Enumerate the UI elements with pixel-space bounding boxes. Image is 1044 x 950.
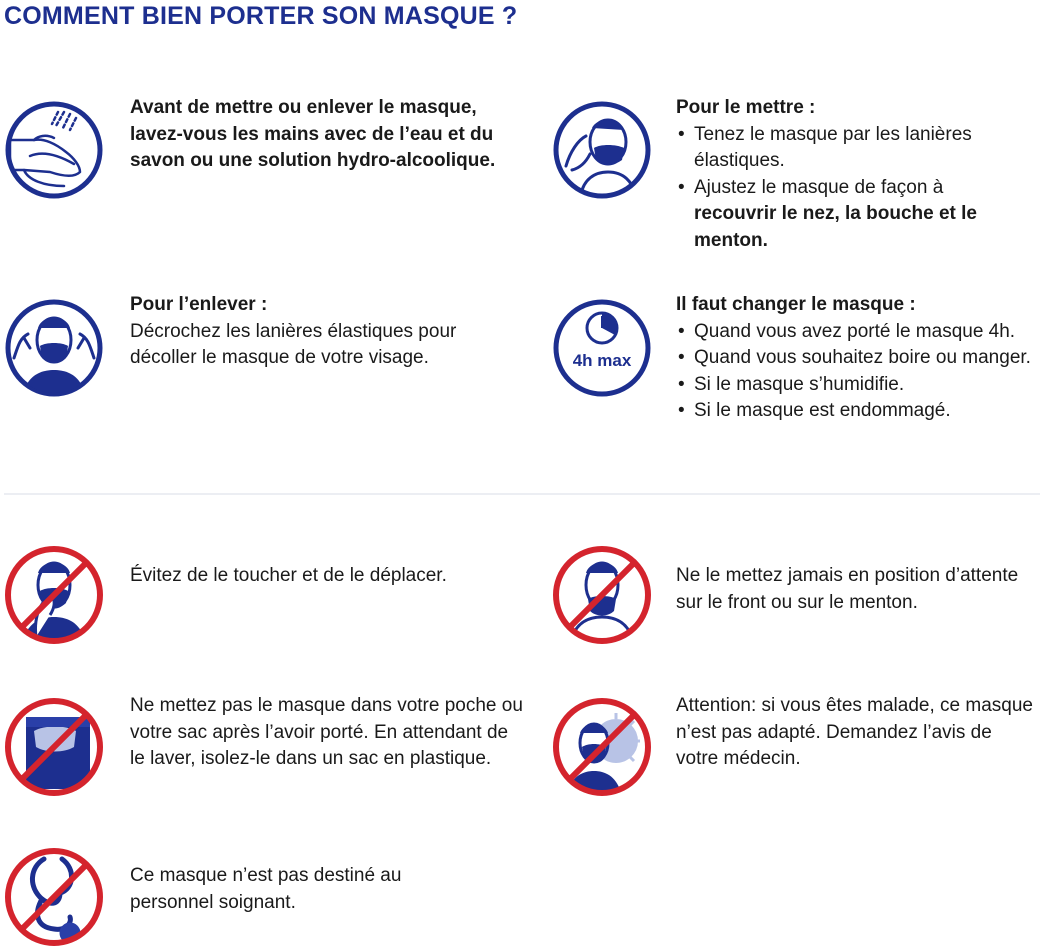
put-on-heading: Pour le mettre : xyxy=(676,97,816,118)
list-item: • Si le masque s’humidifie. xyxy=(676,372,1038,399)
stethoscope-forbidden-icon xyxy=(4,847,104,947)
no-pocket-text: Ne mettez pas le masque dans votre poche ou votre sac après l’avoir porté. En attendant de le laver, isolez-le dans un sac en plastique. xyxy=(130,695,523,769)
list-item xyxy=(676,175,1026,255)
change-block xyxy=(676,292,1038,425)
section-divider xyxy=(4,493,1040,495)
bullet-emphasis: recouvrir le nez, la bouche et le menton. xyxy=(694,203,977,251)
remove-instruction: Décrochez les lanières élastiques pour décoller le masque de votre visage. xyxy=(130,320,457,368)
bullet-text: Ajustez le masque de façon à xyxy=(694,176,944,198)
change-heading: Il faut changer le masque : xyxy=(676,294,916,315)
putting-on-mask-icon xyxy=(552,100,652,200)
no-mask-on-chin-icon xyxy=(552,545,652,645)
no-chin-text: Ne le mettez jamais en position d’attente sur le front ou sur le menton. xyxy=(676,565,1019,613)
no-touch-text: Évitez de le toucher et de le déplacer. xyxy=(130,565,447,586)
virus-warning-icon xyxy=(552,697,652,797)
remove-block xyxy=(130,292,525,372)
removing-mask-icon xyxy=(4,298,104,398)
change-badge: 4h max xyxy=(572,351,632,370)
sick-text: Attention: si vous êtes malade, ce masque n’est pas adapté. Demandez l’avis de votre médecin. xyxy=(676,695,1033,769)
list-item: • Si le masque est endommagé. xyxy=(676,398,1038,425)
list-item: • Quand vous avez porté le masque 4h. xyxy=(676,319,1038,346)
no-touching-mask-icon xyxy=(4,545,104,645)
no-pocket-icon xyxy=(4,697,104,797)
clock-icon xyxy=(552,298,652,398)
wash-instruction: Avant de mettre ou enlever le masque, lavez-vous les mains avec de l’eau et du savon ou une solution hydro-alcoolique. xyxy=(130,97,496,171)
hand-washing-icon xyxy=(4,100,104,200)
list-item: • Tenez le masque par les lanières élastiques. xyxy=(676,122,1026,175)
put-on-block xyxy=(676,95,1026,254)
remove-heading: Pour l’enlever : xyxy=(130,294,268,315)
list-item: • Quand vous souhaitez boire ou manger. xyxy=(676,345,1038,372)
page-title: COMMENT BIEN PORTER SON MASQUE ? xyxy=(4,2,518,30)
not-medical-text: Ce masque n’est pas destiné au personnel soignant. xyxy=(130,865,402,913)
